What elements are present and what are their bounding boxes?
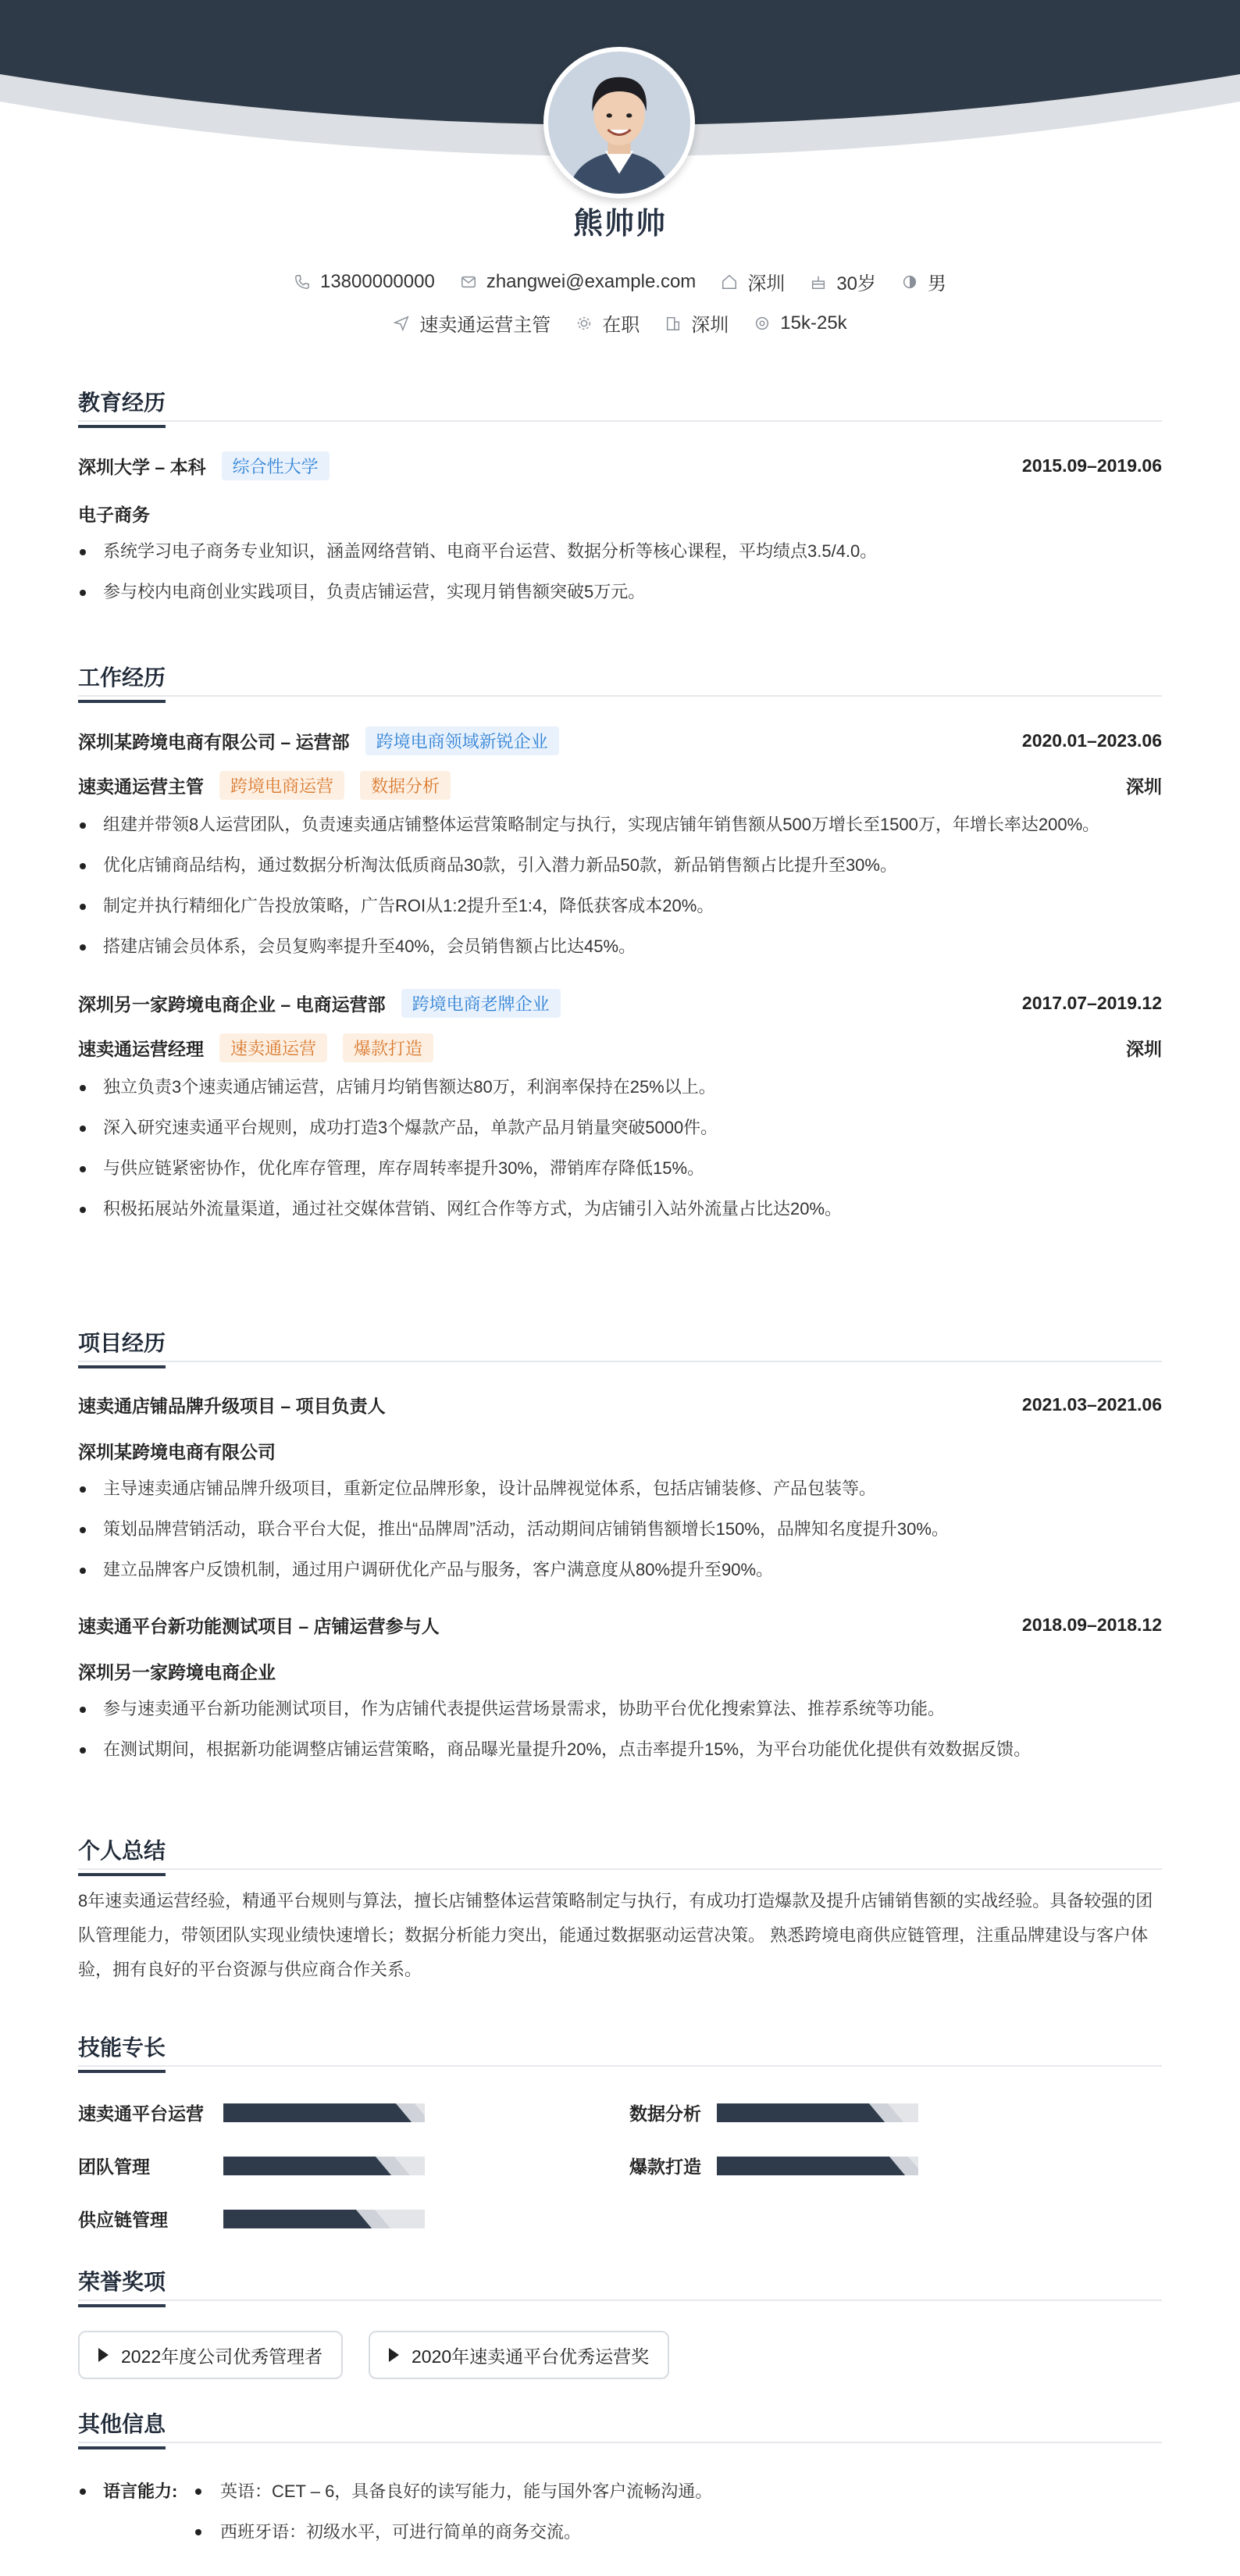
project-bullets xyxy=(78,1473,1162,1586)
cake-icon xyxy=(810,273,827,291)
send-icon xyxy=(393,315,410,332)
list-item: 搭建店铺会员体系，会员复购率提升至40%，会员销售额占比达45%。 xyxy=(78,931,1162,962)
skill-name: 团队管理 xyxy=(78,2157,150,2177)
summary-text: 8年速卖通运营经验，精通平台规则与算法，擅长店铺整体运营策略制定与执行，有成功打造爆款及提升店铺销售额的实战经验。具备较强的团队管理能力，带领团队实现业绩快速增长；数据分析能力突出，能通过数据驱动运营决策。 熟悉跨境电商供应链管理，注重品牌建设与客户体验，拥有良好的平台资源与供应商合作关系。 xyxy=(78,1891,1153,1979)
list-item: 策划品牌营销活动，联合平台大促，推出“品牌周”活动，活动期间店铺销售额增长150%，品牌知名度提升30%。 xyxy=(78,1514,1162,1545)
list-item: 主导速卖通店铺品牌升级项目，重新定位品牌形象，设计品牌视觉体系，包括店铺装修、产品包装等。 xyxy=(78,1473,1162,1504)
skill-bar xyxy=(717,2103,918,2122)
age-item xyxy=(810,268,876,295)
bullet-dot xyxy=(195,2489,201,2495)
project-entry-head xyxy=(78,1392,1162,1418)
coin-icon xyxy=(754,315,771,332)
language-text: 英语：CET – 6，具备良好的读写能力，能与国外客户流畅沟通。 xyxy=(220,2481,713,2501)
education-section xyxy=(78,386,1162,608)
list-item: 系统学习电子商务专业知识，涵盖网络营销、电商平台运营、数据分析等核心课程，平均绩点3.5/4.0。 xyxy=(78,536,1162,567)
role-city: 深圳 xyxy=(1126,1039,1162,1059)
salary-item xyxy=(754,312,846,334)
work-bullets xyxy=(78,1072,1162,1225)
list-item: 制定并执行精细化广告投放策略，广告ROI从1:2提升至1:4，降低获客成本20%。 xyxy=(78,890,1162,922)
work-city-text: 深圳 xyxy=(691,315,729,336)
list-item: 参与速卖通平台新功能测试项目，作为店铺代表提供运营场景需求，协助平台优化搜索算法、推荐系统等功能。 xyxy=(78,1693,1162,1725)
gender-icon xyxy=(901,273,918,291)
company-name: 深圳另一家跨境电商企业 – 电商运营部 xyxy=(78,994,386,1015)
role-tag: 爆款打造 xyxy=(343,1033,433,1062)
play-icon xyxy=(98,2348,109,2362)
age-text: 30岁 xyxy=(836,273,877,294)
home-icon xyxy=(721,273,738,291)
school-tag: 综合性大学 xyxy=(222,451,330,480)
phone-item xyxy=(294,271,435,293)
role-tag: 跨境电商运营 xyxy=(219,771,344,800)
phone-icon xyxy=(294,273,311,291)
bullet-dot xyxy=(80,2489,86,2495)
list-item: 积极拓展站外流量渠道，通过社交媒体营销、网红合作等方式，为店铺引入站外流量占比达20%。 xyxy=(78,1193,1162,1225)
section-title: 工作经历 xyxy=(78,661,1162,697)
skill-name: 速卖通平台运营 xyxy=(78,2103,204,2124)
avatar xyxy=(543,47,695,198)
list-item: 建立品牌客户反馈机制，通过用户调研优化产品与服务，客户满意度从80%提升至90%。 xyxy=(78,1554,1162,1586)
award-badge xyxy=(369,2331,669,2379)
salary-text: 15k-25k xyxy=(780,312,847,334)
section-title: 教育经历 xyxy=(78,386,1162,422)
section-title: 技能专长 xyxy=(78,2031,1162,2067)
list-item xyxy=(194,2517,712,2548)
language-list xyxy=(194,2476,712,2548)
awards-section xyxy=(78,2265,1162,2382)
work-section xyxy=(78,661,1162,1225)
location-text: 深圳 xyxy=(747,273,786,294)
skill-item xyxy=(78,2153,425,2178)
work-entry-head xyxy=(78,989,1162,1018)
status-item xyxy=(575,309,640,337)
section-title: 项目经历 xyxy=(78,1326,1162,1362)
school-name: 深圳大学 – 本科 xyxy=(78,457,206,477)
awards-list xyxy=(78,2331,1162,2379)
job-title-item xyxy=(393,309,551,337)
skill-bar xyxy=(223,2157,425,2175)
skill-name: 供应链管理 xyxy=(78,2210,168,2230)
skill-item xyxy=(629,2153,918,2178)
list-item xyxy=(194,2476,712,2507)
project-org: 深圳某跨境电商有限公司 xyxy=(78,1442,276,1462)
project-title: 速卖通店铺品牌升级项目 – 项目负责人 xyxy=(78,1396,386,1416)
building-icon xyxy=(665,315,682,332)
work-period: 2020.01–2023.06 xyxy=(1021,730,1162,751)
role-row xyxy=(78,771,1162,800)
email-item xyxy=(460,271,697,293)
section-title: 其他信息 xyxy=(78,2407,1162,2443)
project-period: 2018.09–2018.12 xyxy=(1021,1614,1162,1635)
major: 电子商务 xyxy=(78,505,150,525)
skill-name: 数据分析 xyxy=(629,2103,701,2124)
project-bullets xyxy=(78,1693,1162,1765)
job-title-text: 速卖通运营主管 xyxy=(419,315,551,336)
skill-item xyxy=(78,2100,425,2125)
skill-bar xyxy=(223,2103,425,2122)
role-row xyxy=(78,1033,1162,1062)
role-title: 速卖通运营主管 xyxy=(78,776,204,797)
skill-item xyxy=(78,2206,425,2232)
work-period: 2017.07–2019.12 xyxy=(1021,993,1162,1013)
section-title: 个人总结 xyxy=(78,1834,1162,1870)
project-org: 深圳另一家跨境电商企业 xyxy=(78,1662,276,1682)
gender-text: 男 xyxy=(928,273,947,294)
role-tag: 速卖通运营 xyxy=(219,1033,327,1062)
list-item: 独立负责3个速卖通店铺运营，店铺月均销售额达80万，利润率保持在25%以上。 xyxy=(78,1072,1162,1103)
list-item: 深入研究速卖通平台规则，成功打造3个爆款产品，单款产品月销量突破5000件。 xyxy=(78,1112,1162,1144)
skill-item xyxy=(629,2100,918,2125)
work-city-item xyxy=(665,309,729,337)
list-item: 优化店铺商品结构，通过数据分析淘汰低质商品30款，引入潜力新品50款，新品销售额占比提升至30%。 xyxy=(78,850,1162,881)
list-item: 在测试期间，根据新功能调整店铺运营策略，商品曝光量提升20%，点击率提升15%，为平台功能优化提供有效数据反馈。 xyxy=(78,1734,1162,1765)
role-city: 深圳 xyxy=(1126,776,1162,797)
skill-name: 爆款打造 xyxy=(629,2157,701,2177)
award-badge xyxy=(78,2331,343,2379)
education-period: 2015.09–2019.06 xyxy=(1021,455,1162,476)
job-row xyxy=(0,309,1240,337)
phone-text: 13800000000 xyxy=(319,270,435,292)
language-text: 西班牙语：初级水平，可进行简单的商务交流。 xyxy=(220,2522,582,2542)
education-bullets xyxy=(78,536,1162,608)
language-label-wrap xyxy=(78,2476,194,2548)
play-icon xyxy=(389,2348,399,2362)
company-tag: 跨境电商领域新锐企业 xyxy=(365,726,559,755)
section-title: 荣誉奖项 xyxy=(78,2265,1162,2301)
candidate-name: 熊帅帅 xyxy=(572,208,667,241)
list-item: 与供应链紧密协作，优化库存管理，库存周转率提升30%，滞销库存降低15%。 xyxy=(78,1153,1162,1184)
other-section xyxy=(78,2407,1162,2571)
award-label: 2022年度公司优秀管理者 xyxy=(121,2346,323,2367)
work-bullets xyxy=(78,809,1162,962)
company-tag: 跨境电商老牌企业 xyxy=(401,989,561,1018)
summary-section xyxy=(78,1834,1162,1987)
email-icon xyxy=(460,273,477,291)
gear-icon xyxy=(575,315,593,332)
status-text: 在职 xyxy=(602,315,640,336)
email-text: zhangwei@example.com xyxy=(486,270,697,292)
projects-section xyxy=(78,1326,1162,1765)
work-entry-head xyxy=(78,726,1162,755)
skill-bar xyxy=(717,2157,918,2175)
education-entry-head xyxy=(78,451,1162,480)
list-item: 组建并带领8人运营团队，负责速卖通店铺整体运营策略制定与执行，实现店铺年销售额从500万增长至1500万，年增长率达200%。 xyxy=(78,809,1162,840)
language-row xyxy=(78,2476,712,2548)
project-title: 速卖通平台新功能测试项目 – 店铺运营参与人 xyxy=(78,1616,440,1636)
award-label: 2020年速卖通平台优秀运营奖 xyxy=(412,2346,650,2367)
project-entry-head xyxy=(78,1612,1162,1638)
location-item xyxy=(721,268,785,295)
skill-bar xyxy=(223,2210,425,2228)
project-period: 2021.03–2021.06 xyxy=(1021,1394,1162,1415)
language-label: 语言能力: xyxy=(103,2481,178,2501)
role-title: 速卖通运营经理 xyxy=(78,1039,204,1059)
list-item: 参与校内电商创业实践项目，负责店铺运营，实现月销售额突破5万元。 xyxy=(78,576,1162,608)
role-tag: 数据分析 xyxy=(360,771,451,800)
contact-row xyxy=(0,268,1240,295)
gender-item xyxy=(901,268,946,295)
company-name: 深圳某跨境电商有限公司 – 运营部 xyxy=(78,732,350,752)
bullet-dot xyxy=(195,2529,201,2535)
skills-section xyxy=(78,2031,1162,2234)
